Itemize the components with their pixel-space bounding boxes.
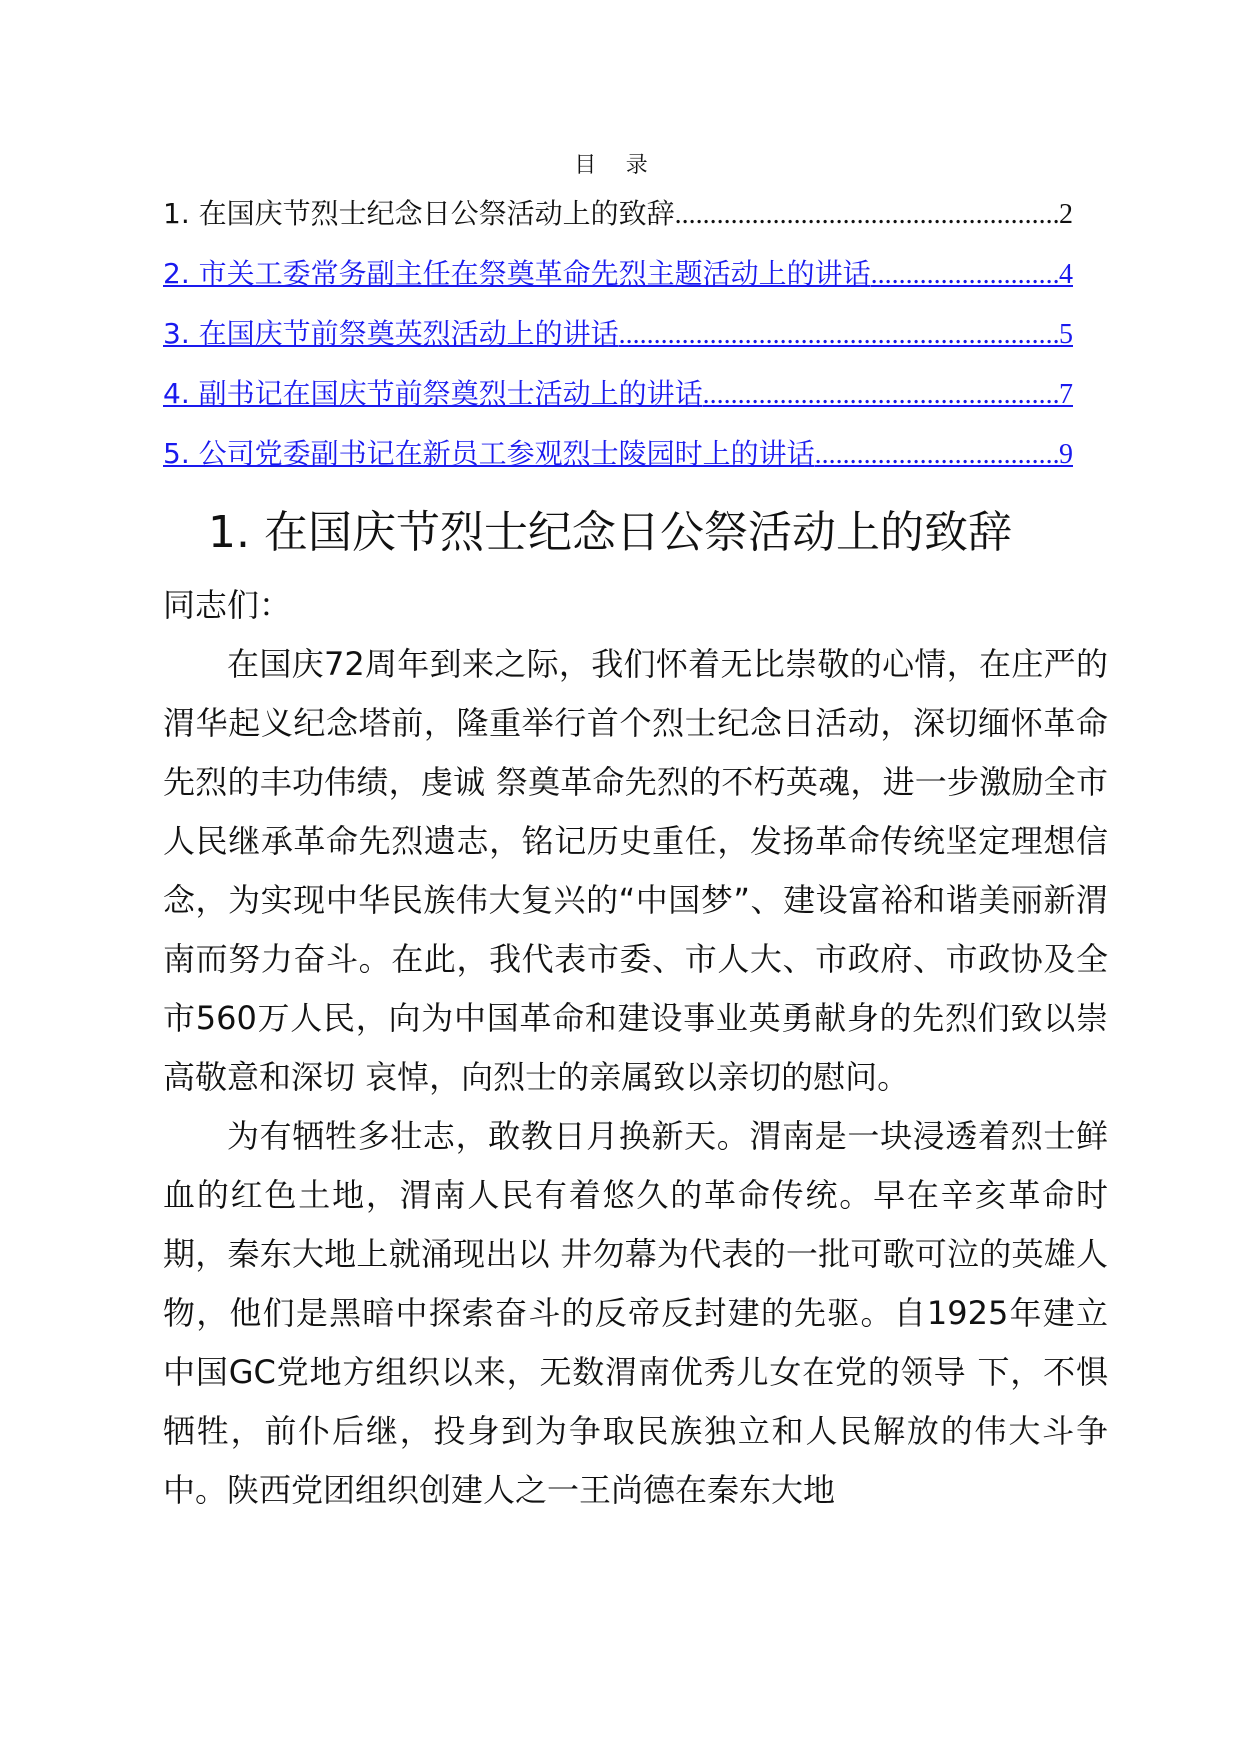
toc-entry-5[interactable] <box>163 430 1073 490</box>
toc-dot-leader[interactable] <box>703 371 1059 419</box>
toc-page-number[interactable]: 4 <box>1059 259 1073 290</box>
table-of-contents <box>163 190 1073 490</box>
toc-page-number[interactable]: 5 <box>1059 319 1073 350</box>
toc-entry-title[interactable]: 4. 副书记在国庆节前祭奠烈士活动上的讲话 <box>163 377 703 410</box>
toc-dot-leader[interactable] <box>619 311 1059 359</box>
toc-entry-2[interactable] <box>163 250 1073 310</box>
toc-entry-4[interactable] <box>163 370 1073 430</box>
body-paragraph-2: 为有牺牲多壮志，敢教日月换新天。渭南是一块浸透着烈士鲜血的红色土地，渭南人民有着悠久的革命传统。早在辛亥革命时期，秦东大地上就涌现出以 井勿幕为代表的一批可歌可泣的英雄人物，他们是黑暗中探索奋斗的反帝反封建的先驱。自1925年建立中国GC党地方组织以来，无数渭南优秀儿女在党的领导 下，不惧牺牲，前仆后继，投身到为争取民族独立和人民解放的伟大斗争中。陕西党团组织创建人之一王尚德在秦东大地 <box>163 1117 1108 1509</box>
toc-entry-title[interactable]: 3. 在国庆节前祭奠英烈活动上的讲话 <box>163 317 619 350</box>
toc-entry-title[interactable]: 2. 市关工委常务副主任在祭奠革命先烈主题活动上的讲话 <box>163 257 871 290</box>
toc-entry-title: 1. 在国庆节烈士纪念日公祭活动上的致辞 <box>163 197 675 230</box>
section-title: 1. 在国庆节烈士纪念日公祭活动上的致辞 <box>208 507 1012 558</box>
toc-entry-1 <box>163 190 1073 250</box>
toc-page-number[interactable]: 7 <box>1059 379 1073 410</box>
toc-heading: 目 录 <box>574 152 660 177</box>
salutation: 同志们： <box>163 586 292 624</box>
toc-dot-leader[interactable] <box>815 431 1059 479</box>
toc-entry-title[interactable]: 5. 公司党委副书记在新员工参观烈士陵园时上的讲话 <box>163 437 815 470</box>
toc-page-number[interactable]: 9 <box>1059 439 1073 470</box>
toc-page-number: 2 <box>1059 199 1073 230</box>
body-paragraph-1: 在国庆72周年到来之际，我们怀着无比崇敬的心情，在庄严的渭华起义纪念塔前，隆重举行首个烈士纪念日活动，深切缅怀革命先烈的丰功伟绩，虔诚 祭奠革命先烈的不朽英魂，进一步激励全市人民继承革命先烈遗志，铭记历史重任，发扬革命传统坚定理想信念，为实现中华民族伟大复兴的“中国梦”、建设富裕和谐美丽新渭南而努力奋斗。在此，我代表市委、市人大、市政府、市政协及全市560万人民，向为中国革命和建设事业英勇献身的先烈们致以崇高敬意和深切 哀悼，向烈士的亲属致以亲切的慰问。 <box>163 645 1108 1096</box>
toc-dot-leader[interactable] <box>871 251 1059 299</box>
speech-body <box>163 576 1108 1520</box>
toc-dot-leader <box>675 191 1059 239</box>
toc-entry-3[interactable] <box>163 310 1073 370</box>
